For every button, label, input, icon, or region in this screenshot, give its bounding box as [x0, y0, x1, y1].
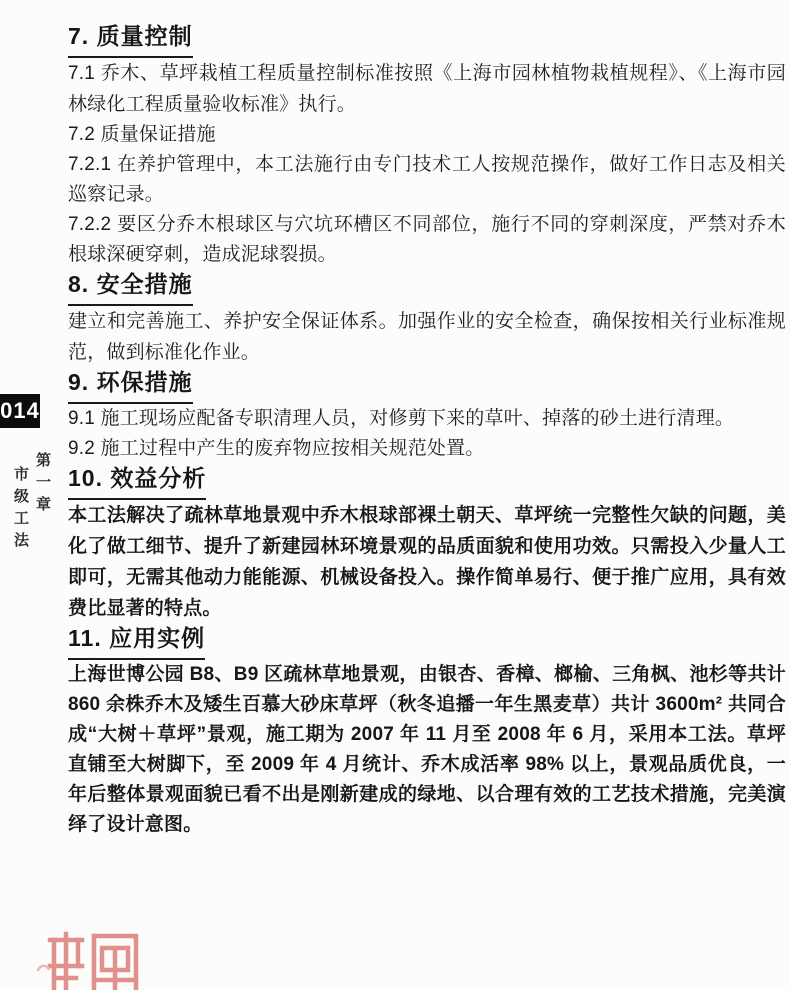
content-column: [68, 0, 786, 840]
section-heading: [68, 464, 786, 500]
paragraph: 7.2 质量保证措施: [68, 124, 216, 145]
page-number-tab: [0, 394, 40, 428]
pen-squiggle: [38, 966, 49, 970]
paragraph: 建立和完善施工、养护安全保证体系。加强作业的安全检查，确保按相关行业标准规范，做到标准化作业。: [68, 311, 786, 363]
paragraph: 本工法解决了疏林草地景观中乔木根球部裸土朝天、草坪统一完整性欠缺的问题，美化了做工细节、提升了新建园林环境景观的品质面貌和使用功效。只需投入少量人工即可，无需其他动力能能源、机械设备投入。操作简单易行、便于推广应用，具有效费比显著的特点。: [68, 505, 786, 619]
heading-text: 10. 效益分析: [68, 464, 206, 500]
heading-text: 7. 质量控制: [68, 22, 193, 58]
heading-text: 8. 安全措施: [68, 270, 193, 306]
section-environmental-measures: [68, 368, 786, 464]
heading-text: 11. 应用实例: [68, 624, 205, 660]
heading-text: 9. 环保措施: [68, 368, 193, 404]
chapter-sidebar: [9, 452, 53, 554]
section-label: 市级工法: [12, 466, 29, 554]
section-heading: [68, 368, 786, 404]
section-quality-control: [68, 22, 786, 270]
chapter-label: 第一章: [34, 452, 51, 518]
paragraph: 7.1 乔木、草坪栽植工程质量控制标准按照《上海市园林植物栽植规程》、《上海市园林绿化工程质量验收标准》执行。: [68, 63, 786, 115]
section-safety-measures: [68, 270, 786, 368]
paragraph: 上海世博公园 B8、B9 区疏林草地景观，由银杏、香樟、榔榆、三角枫、池杉等共计 860 余株乔木及矮生百慕大砂床草坪（秋冬追播一年生黑麦草）共计 3600m² 共同合成“大树＋草坪”景观，施工期为 2007 年 11 月至 2008 年 6 月，采用本工法。草坪直铺至大树脚下，至 2009 年 4 月统计、乔木成活率 98% 以上，景观品质优良，一年后整体景观面貌已看不出是刚新建成的绿地、以合理有效的工艺技术措施，完美演绎了设计意图。: [68, 664, 786, 835]
paragraph: 7.2.1 在养护管理中，本工法施行由专门技术工人按规范操作，做好工作日志及相关巡察记录。: [68, 154, 786, 205]
red-seal-stamp-icon: [36, 926, 146, 990]
section-application-example: [68, 624, 786, 840]
paragraph: 7.2.2 要区分乔木根球区与穴坑环槽区不同部位，施行不同的穿刺深度，严禁对乔木根球深硬穿刺，造成泥球裂损。: [68, 214, 786, 265]
section-heading: [68, 270, 786, 306]
section-heading: [68, 22, 786, 58]
section-heading: [68, 624, 786, 660]
paragraph: 9.2 施工过程中产生的废弃物应按相关规范处置。: [68, 438, 485, 459]
section-benefit-analysis: [68, 464, 786, 624]
paragraph: 9.1 施工现场应配备专职清理人员，对修剪下来的草叶、掉落的砂土进行清理。: [68, 408, 735, 429]
page-number: 014: [0, 398, 40, 423]
